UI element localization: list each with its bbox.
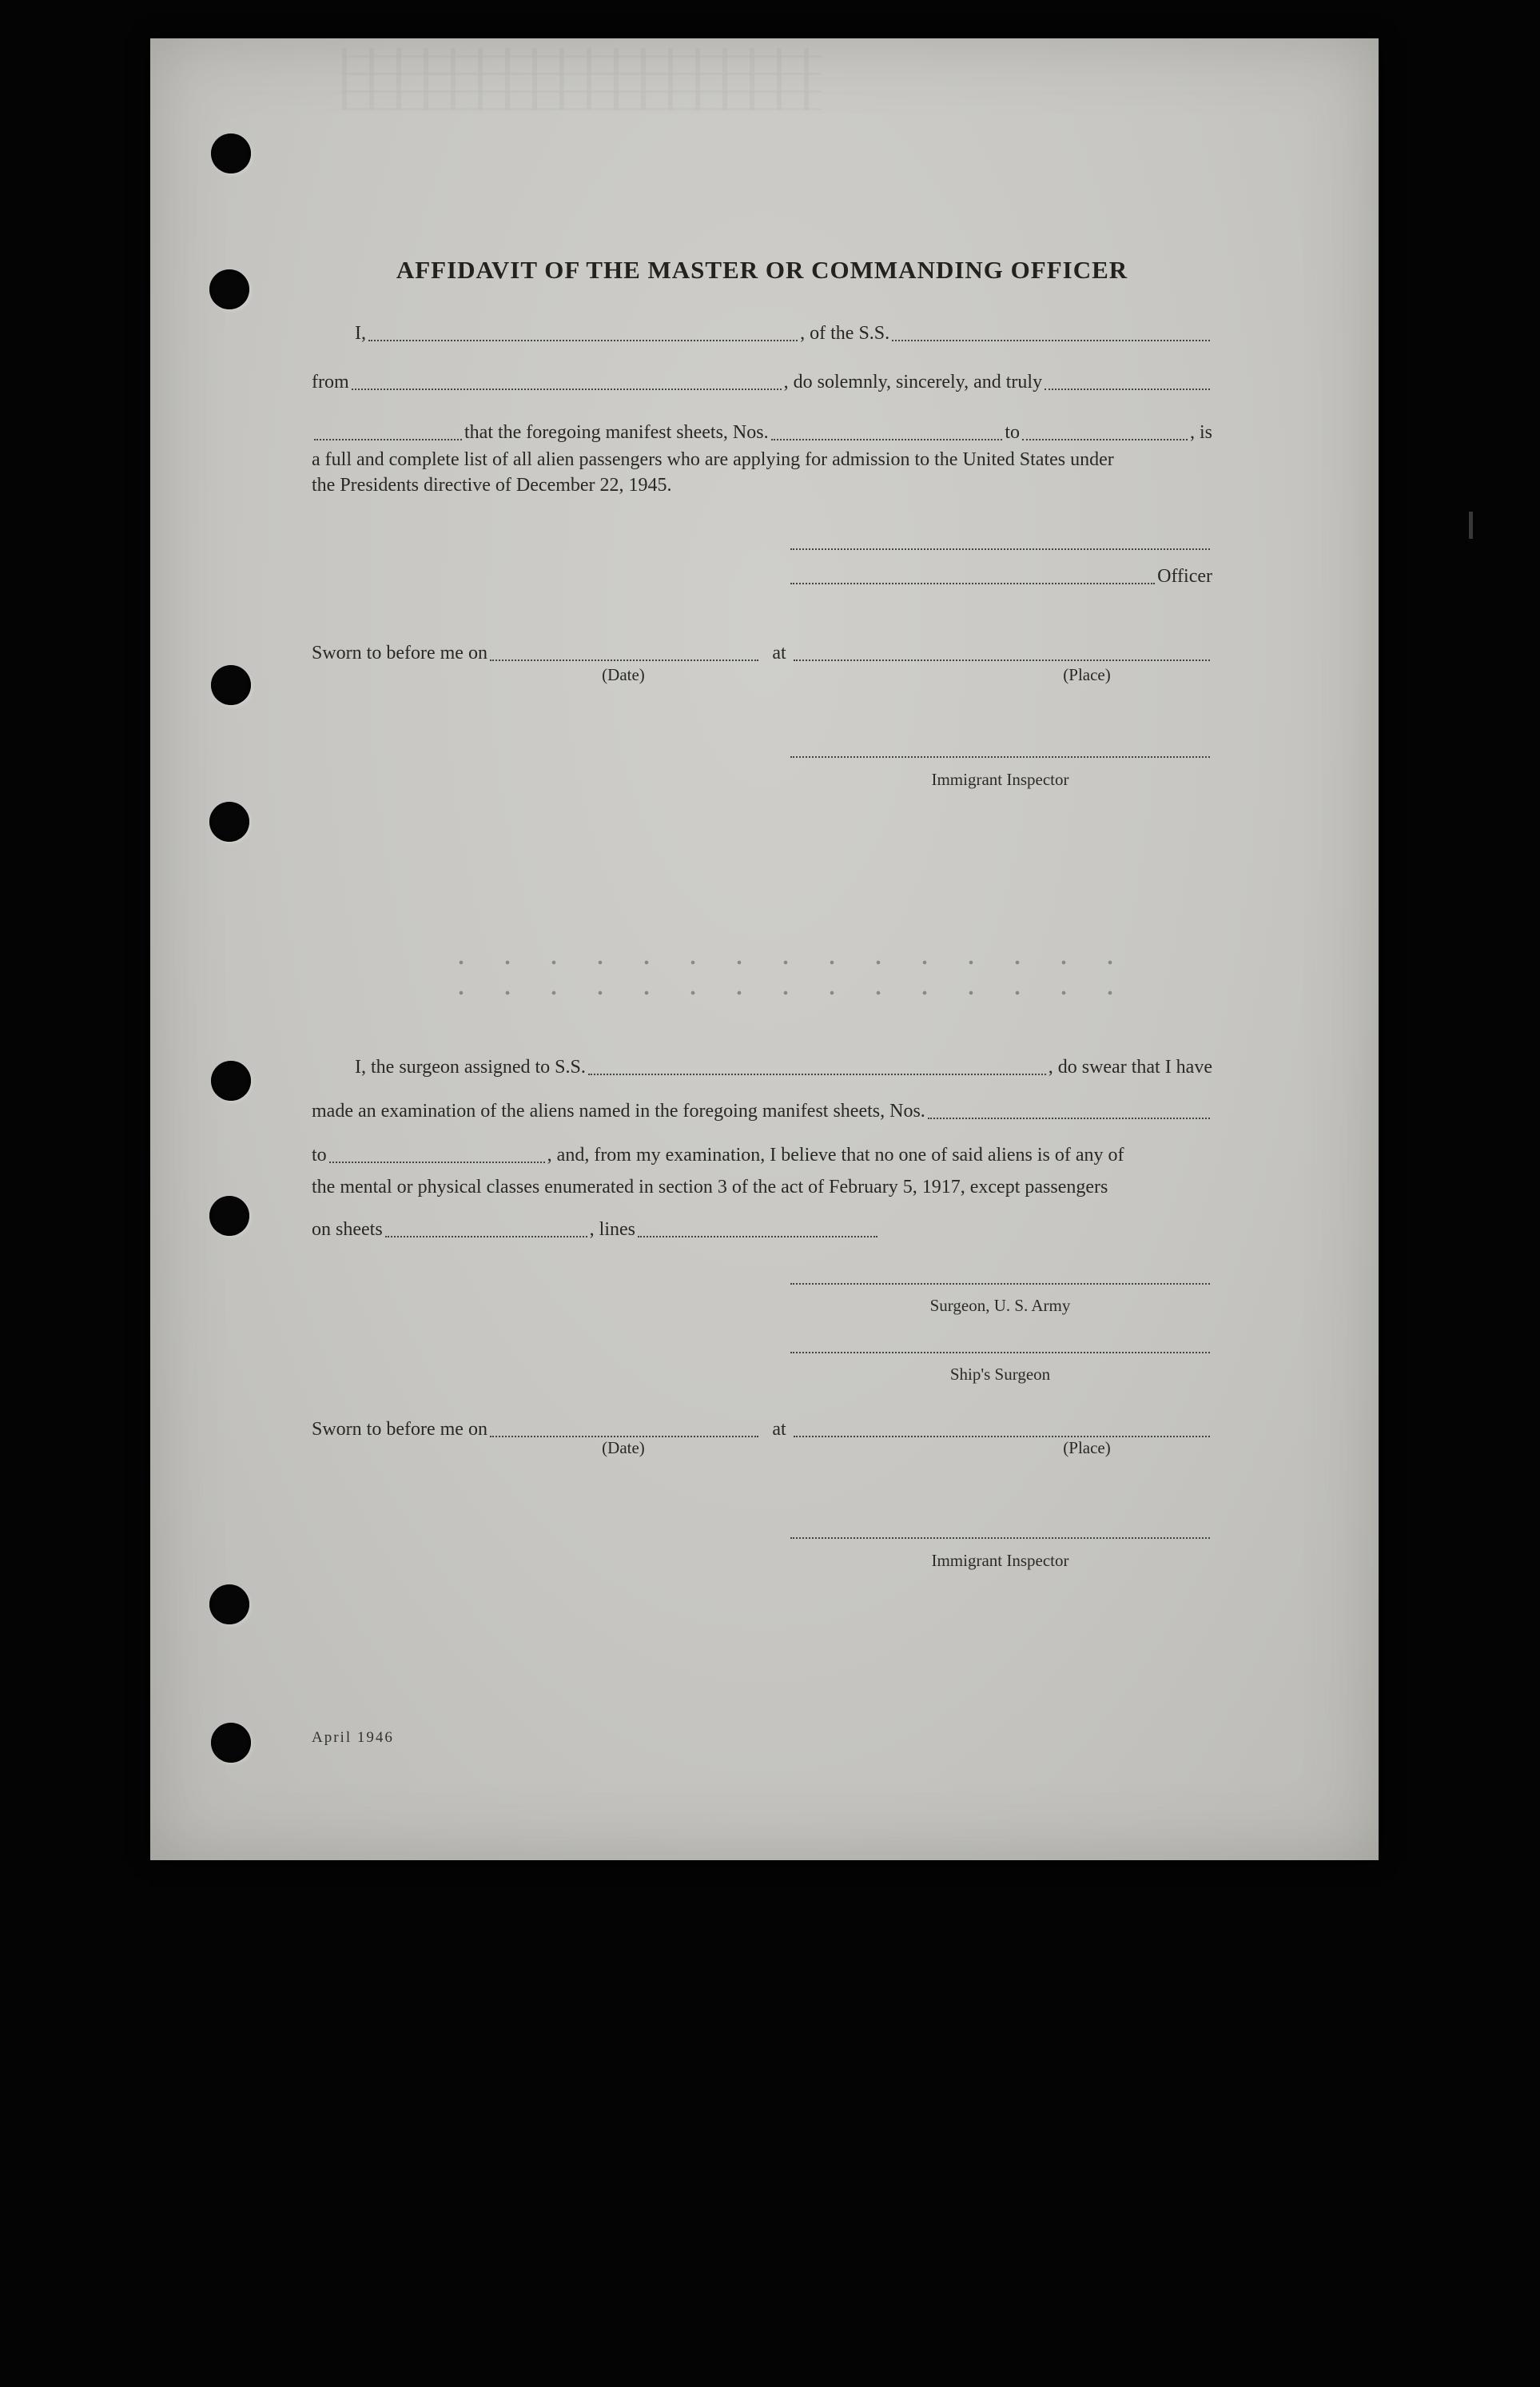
inspector-caption-2: Immigrant Inspector bbox=[931, 1551, 1069, 1570]
officer-signature-line-1 bbox=[788, 530, 1212, 554]
belief-label: , and, from my examination, I believe that no one of said aliens is of any of bbox=[547, 1145, 1124, 1166]
is-label: , is bbox=[1189, 422, 1212, 443]
inspector-signature-line-2 bbox=[788, 1519, 1212, 1543]
sheets-blank bbox=[385, 1221, 587, 1237]
port-blank bbox=[352, 374, 782, 390]
sheet-nos-blank bbox=[771, 424, 1003, 440]
surgeon-ship-blank bbox=[588, 1059, 1046, 1075]
page-title: AFFIDAVIT OF THE MASTER OR COMMANDING OFFICER bbox=[396, 256, 1128, 284]
i-label: I, bbox=[355, 323, 366, 344]
master-sworn-line bbox=[312, 641, 1212, 665]
film-scratch bbox=[1469, 512, 1473, 539]
solemnly-label: , do solemnly, sincerely, and truly bbox=[783, 372, 1043, 393]
swear-label: , do swear that I have bbox=[1048, 1057, 1212, 1078]
ships-surgeon-caption: Ship's Surgeon bbox=[949, 1365, 1051, 1384]
ship-name-blank bbox=[892, 325, 1210, 341]
punch-hole bbox=[211, 665, 251, 705]
inspector-caption: Immigrant Inspector bbox=[931, 770, 1069, 789]
inspector-signature-blank bbox=[790, 742, 1210, 758]
master-oath-line-1 bbox=[355, 321, 1212, 345]
place-caption: (Place) bbox=[1063, 1438, 1111, 1457]
inspector-signature-blank bbox=[790, 1523, 1210, 1539]
surgeon-intro-label: I, the surgeon assigned to S.S. bbox=[355, 1057, 586, 1078]
document-page bbox=[150, 38, 1379, 1860]
punch-hole bbox=[211, 1723, 251, 1763]
truly-blank bbox=[1045, 374, 1210, 390]
manifest-statement-line-1 bbox=[312, 420, 1212, 444]
date-blank bbox=[490, 645, 758, 661]
surgeon-sworn-sublabels bbox=[312, 1438, 1212, 1459]
manifest-label: that the foregoing manifest sheets, Nos. bbox=[464, 422, 769, 443]
officer-title-blank bbox=[790, 568, 1155, 584]
officer-signature-blank bbox=[790, 534, 1210, 550]
officer-label: Officer bbox=[1157, 566, 1212, 587]
examination-label: made an examination of the aliens named in the foregoing manifest sheets, Nos. bbox=[312, 1101, 925, 1122]
date-blank bbox=[490, 1421, 758, 1437]
officer-signature-line-2 bbox=[788, 564, 1212, 588]
manifest-statement-line-2: a full and complete list of all alien passengers who are applying for admission to the United States under bbox=[312, 449, 1114, 470]
punch-hole bbox=[209, 1196, 249, 1236]
to-label: to bbox=[1005, 422, 1021, 443]
exam-sheets-blank bbox=[928, 1103, 1210, 1119]
date-caption: (Date) bbox=[602, 665, 645, 684]
of-ss-label: , of the S.S. bbox=[800, 323, 890, 344]
surgeon-oath-line-3 bbox=[312, 1143, 1212, 1167]
punch-hole bbox=[209, 802, 249, 842]
sworn-label: Sworn to before me on bbox=[312, 1419, 487, 1440]
place-blank bbox=[794, 1421, 1210, 1437]
inspector-signature-line bbox=[788, 738, 1212, 762]
army-surgeon-signature-blank bbox=[790, 1269, 1210, 1285]
army-surgeon-signature-line bbox=[788, 1265, 1212, 1289]
sworn-label: Sworn to before me on bbox=[312, 643, 487, 663]
surgeon-oath-line-4: the mental or physical classes enumerated in section 3 of the act of February 5, 1917, except passengers bbox=[312, 1177, 1108, 1197]
from-label: from bbox=[312, 372, 349, 393]
manifest-statement-line-3: the Presidents directive of December 22, 1945. bbox=[312, 475, 672, 496]
dot-separator bbox=[433, 941, 1136, 1008]
to-label: to bbox=[312, 1145, 327, 1166]
master-oath-line-2 bbox=[312, 370, 1212, 394]
master-sworn-sublabels bbox=[312, 665, 1212, 686]
ships-surgeon-signature-line bbox=[788, 1333, 1212, 1357]
army-surgeon-caption: Surgeon, U. S. Army bbox=[929, 1296, 1071, 1315]
exam-sheets-end-blank bbox=[329, 1147, 545, 1163]
surgeon-oath-line-1 bbox=[355, 1055, 1212, 1079]
swear-blank bbox=[314, 424, 462, 440]
lines-blank bbox=[638, 1221, 877, 1237]
sheets-label: on sheets bbox=[312, 1219, 383, 1240]
punch-hole bbox=[211, 1061, 251, 1101]
date-caption: (Date) bbox=[602, 1438, 645, 1457]
surgeon-oath-line-2 bbox=[312, 1099, 1212, 1123]
surgeon-oath-line-5 bbox=[312, 1217, 1212, 1241]
place-blank bbox=[794, 645, 1210, 661]
ships-surgeon-signature-blank bbox=[790, 1337, 1210, 1353]
master-name-blank bbox=[368, 325, 798, 341]
punch-hole bbox=[211, 133, 251, 173]
at-label: at bbox=[772, 643, 786, 663]
lines-label: , lines bbox=[589, 1219, 635, 1240]
sheet-nos-end-blank bbox=[1022, 424, 1188, 440]
punch-hole bbox=[209, 269, 249, 309]
scan-bleedthrough bbox=[342, 48, 822, 110]
place-caption: (Place) bbox=[1063, 665, 1111, 684]
punch-hole bbox=[209, 1584, 249, 1624]
form-edition-note: April 1946 bbox=[312, 1729, 394, 1746]
at-label: at bbox=[772, 1419, 786, 1440]
